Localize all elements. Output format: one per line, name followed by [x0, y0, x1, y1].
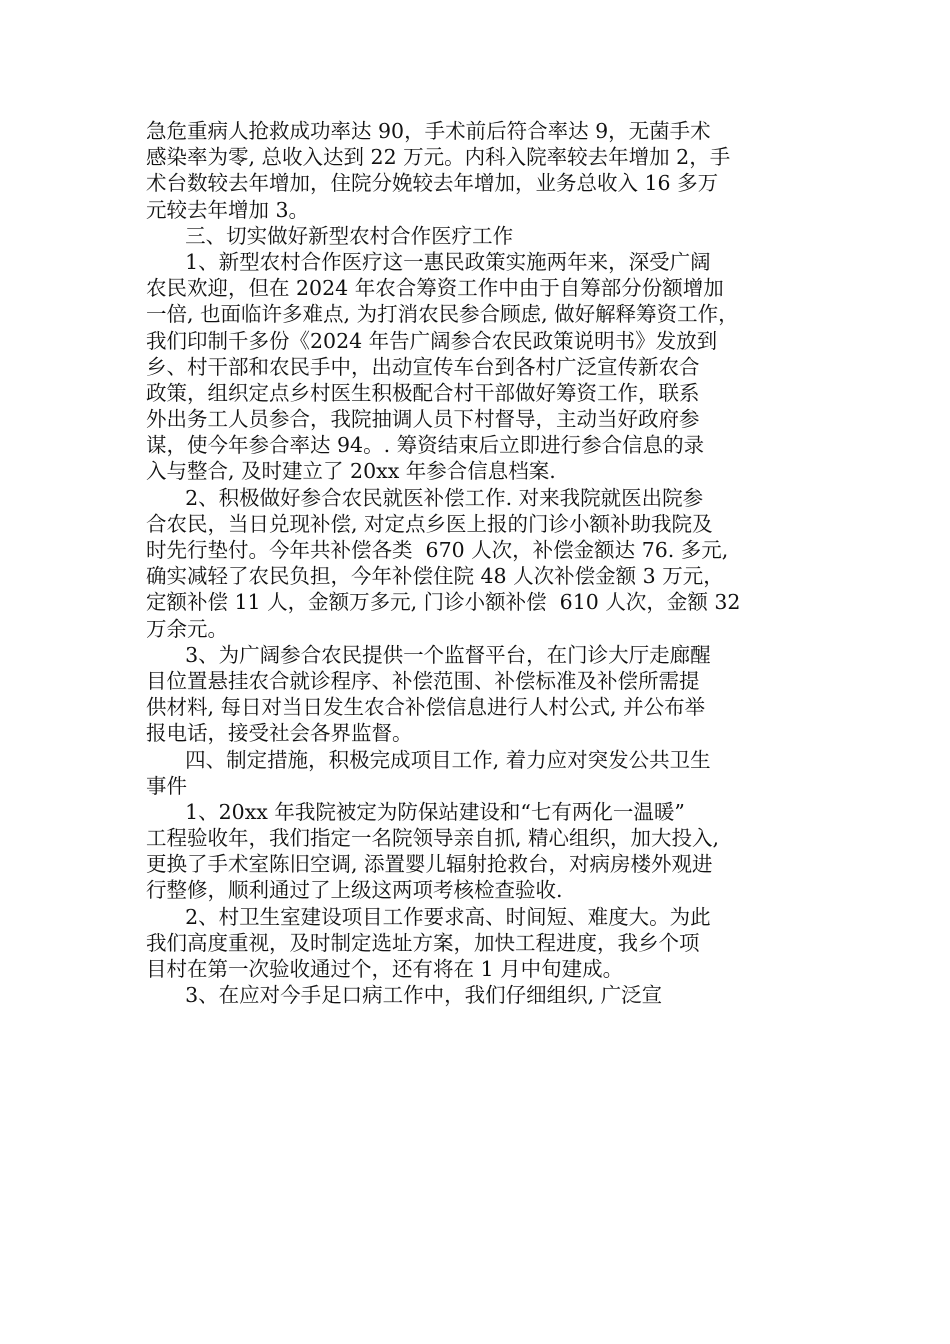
- text-line: 入与整合, 及时建立了 20xx 年参合信息档案.: [146, 459, 556, 484]
- section-heading-4: 四、制定措施，积极完成项目工作, 着力应对突发公共卫生: [146, 747, 711, 772]
- text-line: 谋，使今年参合率达 94。. 筹资结束后立即进行参合信息的录: [146, 433, 705, 458]
- text-line: 1、新型农村合作医疗这一惠民政策实施两年来，深受广阔: [146, 249, 711, 274]
- text-line: 报电话，接受社会各界监督。: [146, 721, 413, 746]
- text-line: 一倍, 也面临许多难点, 为打消农民参合顾虑, 做好解释筹资工作，: [146, 302, 739, 327]
- text-line: 感染率为零, 总收入达到 22 万元。内科入院率较去年增加 2，手: [146, 145, 731, 170]
- text-line: 我们高度重视，及时制定选址方案，加快工程进度，我乡个项: [146, 930, 700, 955]
- text-line: 更换了手术室陈旧空调, 添置婴儿辐射抢救台，对病房楼外观进: [146, 852, 713, 877]
- text-line: 行整修，顺利通过了上级这两项考核检查验收.: [146, 878, 563, 903]
- text-line: 供材料, 每日对当日发生农合补偿信息进行人村公式, 并公布举: [146, 695, 706, 720]
- text-line: 确实减轻了农民负担，今年补偿住院 48 人次补偿金额 3 万元，: [146, 564, 724, 589]
- text-line: 乡、村干部和农民手中，出动宣传车台到各村广泛宣传新农合: [146, 354, 700, 379]
- text-line: 2、村卫生室建设项目工作要求高、时间短、难度大。为此: [146, 904, 711, 929]
- text-line: 急危重病人抢救成功率达 90，手术前后符合率达 9，无菌手术: [146, 119, 711, 143]
- text-line: 万余元。: [146, 616, 228, 641]
- text-line: 外出务工人员参合，我院抽调人员下村督导，主动当好政府参: [146, 407, 700, 432]
- text-line: 工程验收年，我们指定一名院领导亲自抓, 精心组织，加大投入,: [146, 826, 720, 851]
- text-line: 目村在第一次验收通过个，还有将在 1 月中旬建成。: [146, 957, 624, 981]
- text-line: 目位置悬挂农合就诊程序、补偿范围、补偿标准及补偿所需提: [146, 668, 700, 693]
- text-line: 3、在应对今手足口病工作中，我们仔细组织, 广泛宣: [146, 983, 663, 1008]
- text-line: 事件: [146, 773, 187, 798]
- text-line: 3、为广阔参合农民提供一个监督平台，在门诊大厅走廊醒: [146, 642, 711, 667]
- text-line: 定额补偿 11 人，金额万多元, 门诊小额补偿 610 人次，金额 32: [146, 590, 741, 615]
- text-line: 元较去年增加 3。: [146, 197, 310, 222]
- text-line: 1、20xx 年我院被定为防保站建设和“七有两化一温暖”: [146, 799, 685, 824]
- text-line: 时先行垫付。今年共补偿各类 670 人次，补偿金额达 76. 多元,: [146, 538, 729, 562]
- document-body: [146, 118, 812, 1008]
- text-line: 政策，组织定点乡村医生积极配合村干部做好筹资工作，联系: [146, 380, 700, 405]
- text-line: 农民欢迎，但在 2024 年农合筹资工作中由于自筹部分份额增加: [146, 276, 724, 301]
- text-line: 2、积极做好参合农民就医补偿工作. 对来我院就医出院参: [146, 485, 704, 510]
- text-line: 术台数较去年增加，住院分娩较去年增加，业务总收入 16 多万: [146, 171, 719, 196]
- section-heading-3: 三、切实做好新型农村合作医疗工作: [146, 223, 514, 248]
- text-line: 我们印制千多份《2024 年告广阔参合农民政策说明书》发放到: [146, 328, 718, 353]
- text-line: 合农民，当日兑现补偿, 对定点乡医上报的门诊小额补助我院及: [146, 511, 713, 536]
